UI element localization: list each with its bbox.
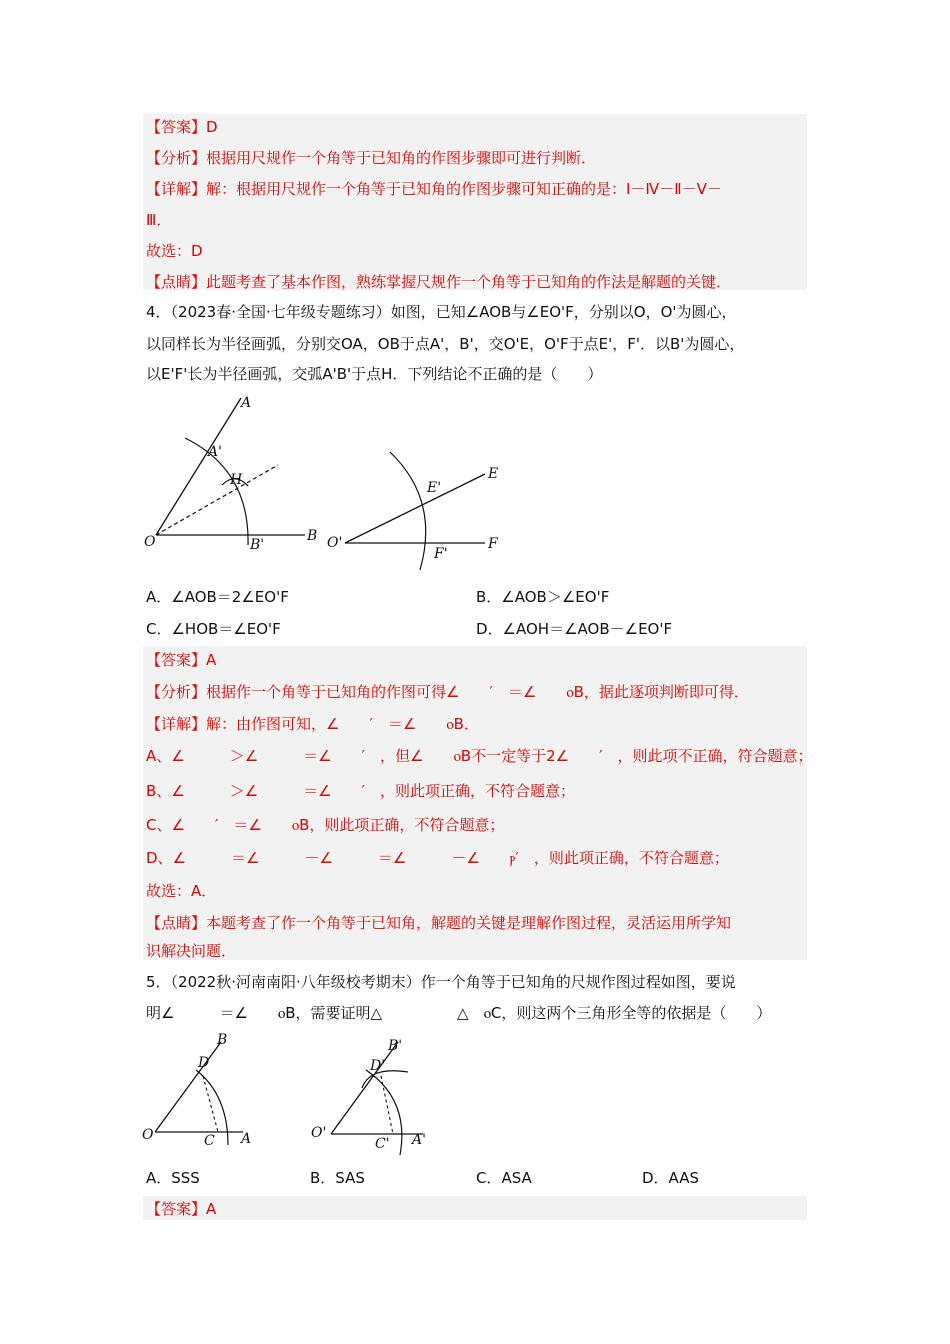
question-5-line-1: 5．（2022秋·河南南阳·八年级校考期末）作一个角等于已知角的尺规作图过程如图，要说 xyxy=(146,973,736,991)
label-O: O xyxy=(142,1127,154,1143)
label-B: B xyxy=(307,528,318,544)
label-A: A xyxy=(241,1131,252,1147)
option-5-d[interactable]: D．AAS xyxy=(642,1169,700,1187)
analysis-line: 【分析】根据用尺规作一个角等于已知角的作图步骤即可进行判断． xyxy=(146,149,597,167)
analysis-line: 【分析】根据作一个角等于已知角的作图可得∠ ′ ＝∠ ⲟB，据此逐项判断即可得． xyxy=(146,683,749,701)
answer-line: 【答案】A xyxy=(146,651,217,669)
label-A-prime: A' xyxy=(412,1132,426,1148)
option-4-b[interactable]: B．∠AOB＞∠EO'F xyxy=(476,588,610,606)
question-5-figure xyxy=(138,1030,458,1165)
figure-angle-aob-5 xyxy=(142,1032,251,1149)
label-H: H xyxy=(230,472,243,488)
figure-angle-aob-prime xyxy=(311,1038,426,1155)
label-B: B xyxy=(217,1032,228,1048)
detail-item-a: A、∠ ＞∠ ＝∠ ′ ，但∠ ⲟB不一定等于2∠ ′ ，则此项不正确，符合题意； xyxy=(146,747,813,765)
label-O-prime: O' xyxy=(311,1125,327,1141)
comment-line: 【点睛】本题考查了作一个角等于已知角，解题的关键是理解作图过程，灵活运用所学知 xyxy=(146,914,732,932)
option-5-b[interactable]: B．SAS xyxy=(310,1169,365,1187)
solution-block-3 xyxy=(143,1196,807,1220)
solution-block-1 xyxy=(143,114,807,290)
label-E-prime: E' xyxy=(427,480,442,496)
label-F: F xyxy=(488,536,498,552)
label-E: E xyxy=(488,466,499,482)
label-C: C xyxy=(204,1133,215,1149)
choice-line: 故选：A． xyxy=(146,882,217,900)
detail-item-b: B、∠ ＞∠ ＝∠ ′ ，则此项正确，不符合题意； xyxy=(146,782,576,800)
label-F-prime: F' xyxy=(434,546,448,562)
label-D-prime: D' xyxy=(370,1058,386,1074)
label-A-prime: A' xyxy=(208,444,222,460)
label-B-prime: B' xyxy=(250,537,265,553)
choice-line: 故选：D xyxy=(146,242,203,260)
label-O-prime: O' xyxy=(327,535,343,551)
option-4-a[interactable]: A．∠AOB＝2∠EO'F xyxy=(146,588,289,606)
answer-line: 【答案】A xyxy=(146,1200,217,1218)
figure-angle-eof xyxy=(327,452,499,570)
detail-line: 【详解】解：根据用尺规作一个角等于已知角的作图步骤可知正确的是：Ⅰ－Ⅳ－Ⅱ－Ⅴ－ xyxy=(146,180,722,198)
question-4-figure xyxy=(140,390,660,580)
comment-line: 【点睛】此题考查了基本作图，熟练掌握尺规作一个角等于已知角的作法是解题的关键． xyxy=(146,273,732,291)
question-4-line-2: 以同样长为半径画弧，分别交OA，OB于点A'，B'，交O'E，O'F于点E'，F'．以B'为圆心， xyxy=(146,335,745,353)
answer-line: 【答案】D xyxy=(146,118,218,136)
detail-line: 【详解】解：由作图可知，∠ ′ ＝∠ ⲟB． xyxy=(146,715,479,733)
question-4-line-3: 以E'F'长为半径画弧，交弧A'B'于点H．下列结论不正确的是（ ） xyxy=(146,365,603,383)
option-4-d[interactable]: D．∠AOH＝∠AOB－∠EO'F xyxy=(476,620,673,638)
label-B-prime: B' xyxy=(388,1038,403,1054)
option-4-c[interactable]: C．∠HOB＝∠EO'F xyxy=(146,620,281,638)
option-5-a[interactable]: A．SSS xyxy=(146,1169,200,1187)
figure-angle-aob xyxy=(144,395,317,553)
detail-item-d: D、∠ ＝∠ －∠ ＝∠ －∠ ⲣ′ ，则此项正确，不符合题意； xyxy=(146,849,729,867)
comment-line-2: 识解决问题． xyxy=(146,942,237,960)
question-5-line-2: 明∠ ＝∠ ⲟB，需要证明△ △ ⲟC，则这两个三角形全等的依据是（ ） xyxy=(146,1004,772,1022)
detail-item-c: C、∠ ′ ＝∠ ⲟB，则此项正确，不符合题意； xyxy=(146,816,505,834)
option-5-c[interactable]: C．ASA xyxy=(476,1169,532,1187)
label-D: D xyxy=(198,1055,210,1071)
label-A: A xyxy=(241,395,252,411)
question-4-line-1: 4．（2023春·全国·七年级专题练习）如图，已知∠AOB与∠EO'F，分别以O，O'为圆心， xyxy=(146,303,737,321)
label-C-prime: C' xyxy=(375,1136,390,1152)
label-O: O xyxy=(144,534,156,550)
detail-line-2: Ⅲ． xyxy=(146,211,172,229)
